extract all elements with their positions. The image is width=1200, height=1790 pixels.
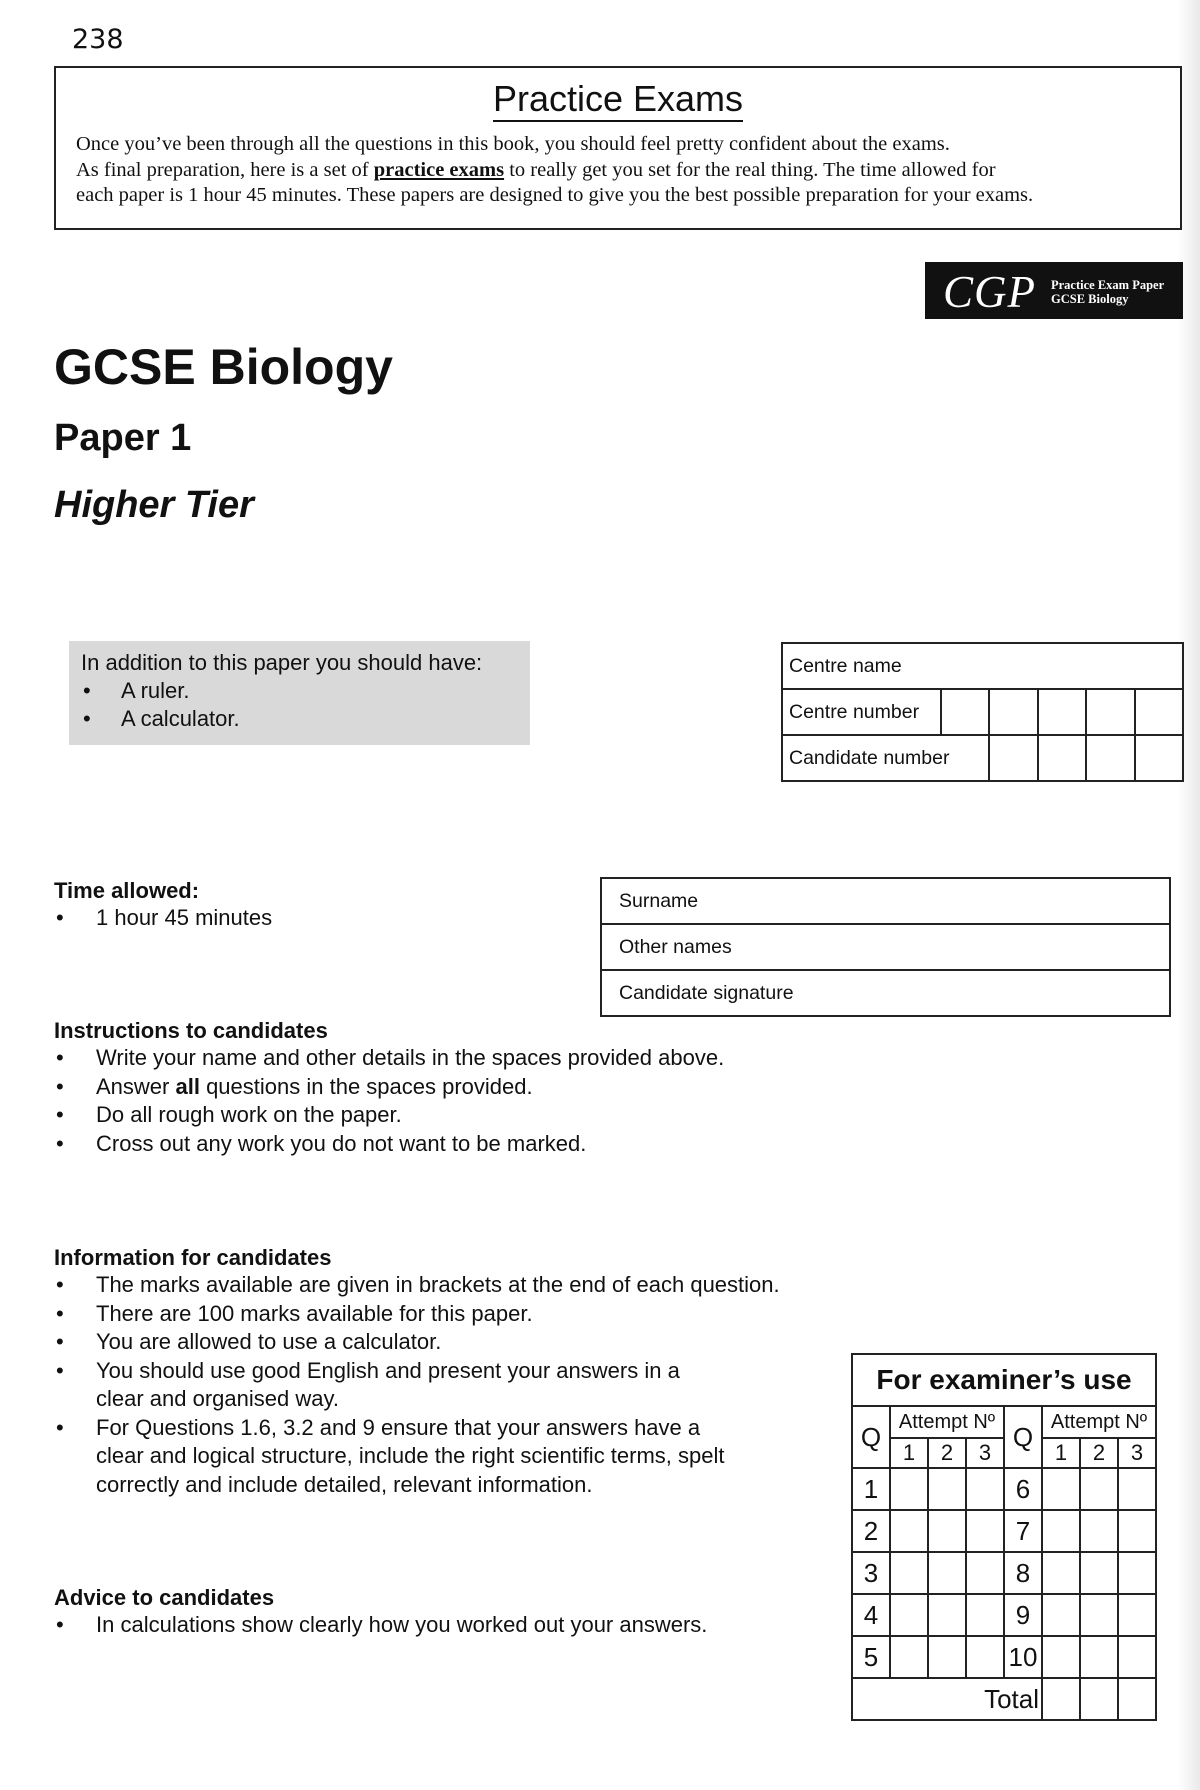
score-cell[interactable] [966, 1510, 1004, 1552]
score-cell[interactable] [1080, 1636, 1118, 1678]
score-cell[interactable] [928, 1468, 966, 1510]
centre-number-label: Centre number [782, 689, 941, 735]
score-cell[interactable] [928, 1594, 966, 1636]
cgp-badge [925, 262, 1183, 319]
list-item: • Write your name and other details in the spaces provided above. [56, 1045, 725, 1070]
total-cell[interactable] [1080, 1678, 1118, 1720]
list-item: • There are 100 marks available for this paper. [56, 1300, 533, 1326]
candidate-number-digit[interactable] [989, 735, 1037, 781]
intro-line-1: Once you’ve been through all the questions in this book, you should feel pretty confident about the exams. [76, 133, 950, 155]
list-item: • 1 hour 45 minutes [56, 905, 273, 930]
score-cell[interactable] [890, 1636, 928, 1678]
list-item: • You are allowed to use a calculator. [56, 1329, 442, 1354]
question-number: 7 [1004, 1510, 1042, 1552]
question-number: 1 [852, 1468, 890, 1510]
score-cell[interactable] [1118, 1510, 1156, 1552]
question-number: 10 [1004, 1636, 1042, 1678]
table-row [852, 1636, 1156, 1678]
score-cell[interactable] [966, 1468, 1004, 1510]
paper-number: Paper 1 [54, 417, 192, 459]
attempt-number: 1 [1042, 1438, 1080, 1468]
advice-heading: Advice to candidates [54, 1585, 275, 1610]
attempt-header: Attempt Nº [890, 1406, 1004, 1438]
information-heading: Information for candidates [54, 1245, 332, 1270]
intro-line-3: each paper is 1 hour 45 minutes. These papers are designed to give you the best possible preparation for your exams. [76, 184, 1034, 206]
attempt-number: 2 [928, 1438, 966, 1468]
attempt-number: 2 [1080, 1438, 1118, 1468]
score-cell[interactable] [1042, 1594, 1080, 1636]
question-number: 9 [1004, 1594, 1042, 1636]
score-cell[interactable] [966, 1594, 1004, 1636]
list-item-continuation: correctly and include detailed, relevant information. [96, 1471, 593, 1497]
score-cell[interactable] [1080, 1510, 1118, 1552]
score-cell[interactable] [1042, 1510, 1080, 1552]
score-cell[interactable] [966, 1636, 1004, 1678]
attempt-number: 3 [1118, 1438, 1156, 1468]
list-item: • You should use good English and present your answers in a [56, 1357, 680, 1383]
score-cell[interactable] [1080, 1468, 1118, 1510]
candidate-signature-field[interactable]: Candidate signature [601, 970, 1170, 1016]
total-label: Total [852, 1678, 1042, 1720]
list-item: • Cross out any work you do not want to be marked. [56, 1130, 587, 1156]
score-cell[interactable] [1118, 1552, 1156, 1594]
equipment-heading: In addition to this paper you should have: [81, 650, 483, 675]
time-allowed-heading: Time allowed: [54, 878, 200, 903]
examiner-use-table [851, 1353, 1157, 1721]
table-row [852, 1468, 1156, 1510]
score-cell[interactable] [890, 1468, 928, 1510]
examiner-table-title: For examiner’s use [852, 1354, 1156, 1406]
centre-number-digit[interactable] [941, 689, 989, 735]
total-cell[interactable] [1042, 1678, 1080, 1720]
tier-label: Higher Tier [54, 484, 254, 526]
time-allowed-section [54, 878, 272, 933]
list-item: • A ruler. [83, 678, 190, 703]
table-row [852, 1510, 1156, 1552]
advice-section [54, 1585, 707, 1640]
score-cell[interactable] [1080, 1594, 1118, 1636]
intro-text [76, 132, 1160, 209]
question-number: 5 [852, 1636, 890, 1678]
candidate-number-digit[interactable] [1038, 735, 1086, 781]
list-item: • A calculator. [83, 706, 240, 731]
surname-field[interactable]: Surname [601, 878, 1170, 924]
score-cell[interactable] [1042, 1636, 1080, 1678]
score-cell[interactable] [928, 1636, 966, 1678]
instructions-section [54, 1018, 724, 1158]
cgp-logo: CGP [943, 267, 1036, 317]
total-cell[interactable] [1118, 1678, 1156, 1720]
information-section [54, 1245, 780, 1499]
page-title: GCSE Biology [54, 339, 393, 395]
attempt-number: 3 [966, 1438, 1004, 1468]
question-number: 6 [1004, 1468, 1042, 1510]
question-number: 2 [852, 1510, 890, 1552]
question-number: 8 [1004, 1552, 1042, 1594]
q-column-header: Q [1004, 1406, 1042, 1468]
table-row [852, 1678, 1156, 1720]
candidate-names-grid [600, 877, 1171, 1017]
page-number: 238 [72, 24, 124, 55]
score-cell[interactable] [928, 1552, 966, 1594]
equipment-box [69, 641, 530, 745]
score-cell[interactable] [890, 1510, 928, 1552]
list-item: • In calculations show clearly how you worked out your answers. [56, 1612, 708, 1637]
list-item-continuation: clear and organised way. [96, 1386, 339, 1411]
list-item: • The marks available are given in brackets at the end of each question. [56, 1272, 780, 1297]
score-cell[interactable] [1118, 1468, 1156, 1510]
centre-number-digit[interactable] [1038, 689, 1086, 735]
other-names-field[interactable]: Other names [601, 924, 1170, 970]
centre-number-digit[interactable] [1086, 689, 1134, 735]
badge-subtitle: Practice Exam Paper GCSE Biology [1051, 278, 1165, 306]
score-cell[interactable] [928, 1510, 966, 1552]
centre-number-digit[interactable] [989, 689, 1037, 735]
table-row [852, 1552, 1156, 1594]
table-row [852, 1594, 1156, 1636]
list-item: • Answer all questions in the spaces provided. [56, 1073, 533, 1099]
score-cell[interactable] [1042, 1552, 1080, 1594]
intro-box [54, 66, 1182, 230]
score-cell[interactable] [1118, 1594, 1156, 1636]
attempt-header: Attempt Nº [1042, 1406, 1156, 1438]
centre-number-digit[interactable] [1135, 689, 1184, 735]
attempt-number: 1 [890, 1438, 928, 1468]
list-item: • Do all rough work on the paper. [56, 1102, 402, 1127]
centre-details-grid [781, 642, 1184, 782]
score-cell[interactable] [890, 1552, 928, 1594]
score-cell[interactable] [1080, 1552, 1118, 1594]
candidate-number-label: Candidate number [782, 735, 989, 781]
score-cell[interactable] [966, 1552, 1004, 1594]
instructions-heading: Instructions to candidates [54, 1018, 328, 1043]
score-cell[interactable] [890, 1594, 928, 1636]
list-item: • For Questions 1.6, 3.2 and 9 ensure that your answers have a [56, 1414, 701, 1440]
centre-name-field[interactable]: Centre name [782, 643, 1183, 689]
candidate-number-digit[interactable] [1135, 735, 1184, 781]
q-column-header: Q [852, 1406, 890, 1468]
intro-title: Practice Exams [56, 78, 1180, 120]
question-number: 3 [852, 1552, 890, 1594]
question-number: 4 [852, 1594, 890, 1636]
list-item-continuation: clear and logical structure, include the right scientific terms, spelt [96, 1443, 725, 1468]
score-cell[interactable] [1042, 1468, 1080, 1510]
score-cell[interactable] [1118, 1636, 1156, 1678]
intro-line-2: As final preparation, here is a set of practice exams to really get you set for the real thing. The time allowed for [76, 158, 996, 181]
candidate-number-digit[interactable] [1086, 735, 1134, 781]
